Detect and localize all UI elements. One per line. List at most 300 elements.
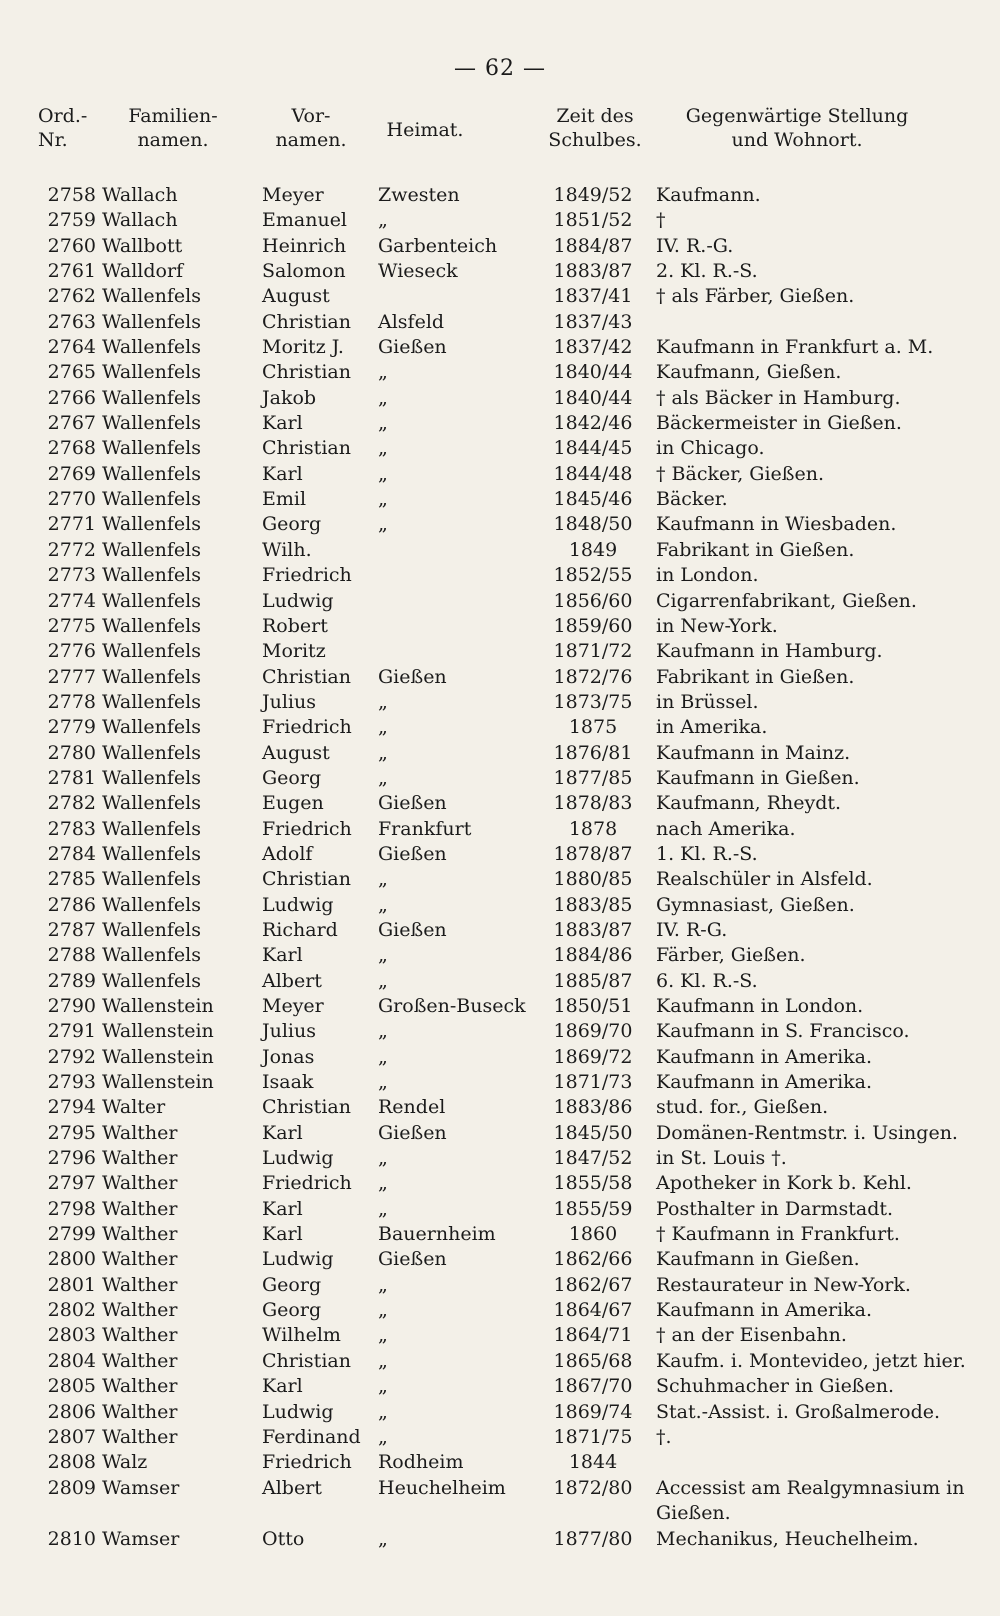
family-name: Walther [102, 1147, 178, 1170]
home-town: „ [378, 1020, 388, 1043]
school-period: 1840/44 [553, 386, 633, 409]
position-residence: IV. R-G. [656, 918, 728, 941]
family-name: Walther [102, 1299, 178, 1322]
family-name: Wallenfels [102, 665, 201, 688]
first-name: Karl [262, 944, 303, 967]
row-number: 2775 [47, 614, 96, 637]
table-row [0, 1323, 1000, 1348]
table-row [0, 411, 1000, 436]
table-row [0, 791, 1000, 816]
row-number: 2771 [47, 513, 96, 536]
header-stellung: Gegenwärtige Stellung und Wohnort. [685, 105, 909, 151]
first-name: Moritz [262, 640, 326, 663]
position-residence: Accessist am Realgymnasium in Gießen. [656, 1476, 965, 1524]
first-name: Georg [262, 1299, 322, 1322]
home-town: „ [378, 1147, 388, 1170]
position-residence: Kaufmann, Gießen. [656, 361, 842, 384]
first-name: Adolf [262, 842, 313, 865]
first-name: Albert [262, 1476, 322, 1499]
family-name: Wallenstein [102, 1020, 214, 1043]
family-name: Wallenfels [102, 817, 201, 840]
school-period: 1878/87 [553, 842, 633, 865]
row-number: 2779 [47, 716, 96, 739]
family-name: Wallenfels [102, 564, 201, 587]
first-name: Georg [262, 1273, 322, 1296]
table-row [0, 335, 1000, 360]
family-name: Wallach [102, 209, 178, 232]
position-residence: Färber, Gießen. [656, 944, 806, 967]
header-ord-nr: Ord.- Nr. [38, 105, 88, 151]
first-name: Jakob [262, 386, 317, 409]
school-period: 1851/52 [553, 209, 633, 232]
table-row [0, 234, 1000, 259]
position-residence: 2. Kl. R.-S. [656, 260, 758, 283]
row-number: 2789 [47, 969, 96, 992]
row-number: 2807 [47, 1425, 96, 1448]
home-town: Heuchelheim [378, 1476, 506, 1499]
home-town: „ [378, 412, 388, 435]
home-town: „ [378, 1273, 388, 1296]
family-name: Walz [102, 1451, 148, 1474]
first-name: Friedrich [262, 564, 352, 587]
table-row [0, 1374, 1000, 1399]
home-town: „ [378, 209, 388, 232]
first-name: Ludwig [262, 1248, 334, 1271]
school-period: 1871/72 [553, 640, 633, 663]
school-period: 1880/85 [553, 868, 633, 891]
home-town: „ [378, 1071, 388, 1094]
first-name: August [262, 741, 330, 764]
table-row [0, 284, 1000, 309]
first-name: Friedrich [262, 1172, 352, 1195]
position-residence: Kaufmann in Mainz. [656, 741, 851, 764]
family-name: Wallenfels [102, 842, 201, 865]
school-period: 1837/43 [553, 310, 633, 333]
header-zeit: Zeit des Schulbes. [548, 105, 642, 151]
first-name: Emanuel [262, 209, 348, 232]
position-residence: † [656, 209, 666, 232]
school-period: 1871/75 [553, 1425, 633, 1448]
row-number: 2772 [47, 538, 96, 561]
table-row [0, 1400, 1000, 1425]
family-name: Wallenfels [102, 437, 201, 460]
first-name: Georg [262, 513, 322, 536]
row-number: 2805 [47, 1375, 96, 1398]
position-residence: Kaufmann. [656, 184, 761, 206]
table-row [0, 817, 1000, 842]
school-period: 1842/46 [553, 412, 633, 435]
school-period: 1845/50 [553, 1121, 633, 1144]
position-residence: †. [656, 1425, 672, 1448]
row-number: 2799 [47, 1223, 96, 1246]
family-name: Wallenfels [102, 893, 201, 916]
home-town: Rendel [378, 1096, 446, 1119]
first-name: Ludwig [262, 893, 334, 916]
family-name: Walther [102, 1172, 178, 1195]
position-residence: in St. Louis †. [656, 1147, 787, 1170]
page-number: — 62 — [454, 56, 546, 81]
position-residence: Fabrikant in Gießen. [656, 665, 855, 688]
home-town: „ [378, 741, 388, 764]
school-period: 1837/41 [553, 285, 633, 308]
school-period: 1871/73 [553, 1071, 633, 1094]
position-residence: nach Amerika. [656, 817, 796, 840]
first-name: Christian [262, 1349, 351, 1372]
row-number: 2794 [47, 1096, 96, 1119]
school-period: 1837/42 [553, 336, 633, 359]
row-number: 2774 [47, 589, 96, 612]
position-residence: IV. R.-G. [656, 234, 734, 257]
family-name: Wamser [102, 1476, 180, 1499]
school-period: 1878 [568, 817, 618, 840]
home-town: Frankfurt [378, 817, 472, 840]
table-row [0, 1019, 1000, 1044]
home-town: Gießen [378, 918, 447, 941]
position-residence: Realschüler in Alsfeld. [656, 868, 873, 891]
family-name: Walther [102, 1425, 178, 1448]
row-number: 2798 [47, 1197, 96, 1220]
table-row [0, 842, 1000, 867]
row-number: 2803 [47, 1324, 96, 1347]
first-name: Georg [262, 766, 322, 789]
table-row [0, 1349, 1000, 1374]
home-town: Gießen [378, 842, 447, 865]
first-name: Moritz J. [262, 336, 344, 359]
row-number: 2810 [47, 1527, 96, 1550]
position-residence: Gymnasiast, Gießen. [656, 893, 855, 916]
family-name: Wallenfels [102, 589, 201, 612]
family-name: Walther [102, 1375, 178, 1398]
school-period: 1862/67 [553, 1273, 633, 1296]
table-row [0, 1273, 1000, 1298]
home-town: „ [378, 868, 388, 891]
home-town: „ [378, 1172, 388, 1195]
row-number: 2797 [47, 1172, 96, 1195]
table-row [0, 639, 1000, 664]
home-town: „ [378, 1425, 388, 1448]
position-residence: † Kaufmann in Frankfurt. [656, 1223, 900, 1246]
family-name: Walther [102, 1121, 178, 1144]
school-period: 1883/86 [553, 1096, 633, 1119]
row-number: 2758 [47, 184, 96, 206]
home-town: „ [378, 1197, 388, 1220]
position-residence: Bäckermeister in Gießen. [656, 412, 902, 435]
family-name: Wallenfels [102, 614, 201, 637]
family-name: Walter [102, 1096, 166, 1119]
family-name: Walther [102, 1400, 178, 1423]
row-number: 2784 [47, 842, 96, 865]
family-name: Wallenfels [102, 412, 201, 435]
table-row [0, 1222, 1000, 1247]
table-row [0, 1146, 1000, 1171]
position-residence: 6. Kl. R.-S. [656, 969, 758, 992]
position-residence: † als Bäcker in Hamburg. [656, 386, 901, 409]
school-period: 1877/80 [553, 1527, 633, 1550]
table-row [0, 1095, 1000, 1120]
first-name: Wilhelm [262, 1324, 341, 1347]
row-number: 2767 [47, 412, 96, 435]
first-name: Christian [262, 1096, 351, 1119]
home-town: „ [378, 716, 388, 739]
family-name: Wallenstein [102, 995, 214, 1017]
home-town: „ [378, 361, 388, 384]
row-number: 2770 [47, 488, 96, 511]
header-vornamen: Vor- namen. [275, 105, 347, 151]
table-row [0, 563, 1000, 588]
first-name: Ludwig [262, 1400, 334, 1423]
school-period: 1865/68 [553, 1349, 633, 1372]
position-residence: Kaufmann in S. Francisco. [656, 1020, 910, 1043]
row-number: 2792 [47, 1045, 96, 1068]
school-period: 1877/85 [553, 766, 633, 789]
table-row [0, 259, 1000, 284]
position-residence: Kaufmann in Gießen. [656, 766, 860, 789]
row-number: 2796 [47, 1147, 96, 1170]
home-town: Gießen [378, 1248, 447, 1271]
school-period: 1876/81 [553, 741, 633, 764]
family-name: Wallenfels [102, 716, 201, 739]
first-name: Richard [262, 918, 338, 941]
family-name: Wallenfels [102, 690, 201, 713]
first-name: Karl [262, 412, 303, 435]
school-period: 1864/67 [553, 1299, 633, 1322]
school-period: 1869/70 [553, 1020, 633, 1043]
family-name: Walther [102, 1223, 178, 1246]
family-name: Wallenfels [102, 766, 201, 789]
home-town: „ [378, 437, 388, 460]
first-name: Robert [262, 614, 328, 637]
home-town: Bauernheim [378, 1223, 496, 1246]
home-town: Wieseck [378, 260, 458, 283]
first-name: Emil [262, 488, 307, 511]
row-number: 2809 [47, 1476, 96, 1499]
first-name: Friedrich [262, 716, 352, 739]
family-name: Wallenfels [102, 969, 201, 992]
school-period: 1878/83 [553, 792, 633, 815]
school-period: 1875 [568, 716, 618, 739]
table-row [0, 1298, 1000, 1323]
position-residence: stud. for., Gießen. [656, 1096, 829, 1119]
table-row [0, 690, 1000, 715]
position-residence: in Chicago. [656, 437, 765, 460]
family-name: Wallach [102, 184, 178, 206]
row-number: 2802 [47, 1299, 96, 1322]
family-name: Wallenfels [102, 285, 201, 308]
school-period: 1884/86 [553, 944, 633, 967]
first-name: Karl [262, 1223, 303, 1246]
family-name: Wallenfels [102, 640, 201, 663]
school-period: 1883/85 [553, 893, 633, 916]
row-number: 2804 [47, 1349, 96, 1372]
row-number: 2801 [47, 1273, 96, 1296]
position-residence: Kaufmann, Rheydt. [656, 792, 842, 815]
school-period: 1869/72 [553, 1045, 633, 1068]
school-period: 1872/76 [553, 665, 633, 688]
family-name: Walther [102, 1197, 178, 1220]
table-row [0, 1425, 1000, 1450]
row-number: 2795 [47, 1121, 96, 1144]
home-town: Gießen [378, 1121, 447, 1144]
home-town: „ [378, 1349, 388, 1372]
first-name: Meyer [262, 184, 324, 206]
position-residence: † an der Eisenbahn. [656, 1324, 847, 1347]
table-row [0, 943, 1000, 968]
row-number: 2790 [47, 995, 96, 1017]
table-row [0, 1476, 1000, 1527]
table-row [0, 360, 1000, 385]
home-town: „ [378, 462, 388, 485]
table-row [0, 969, 1000, 994]
family-name: Walldorf [102, 260, 184, 283]
school-period: 1852/55 [553, 564, 633, 587]
row-number: 2773 [47, 564, 96, 587]
table-row [0, 1527, 1000, 1552]
family-name: Wallenfels [102, 488, 201, 511]
school-period: 1885/87 [553, 969, 633, 992]
first-name: Friedrich [262, 817, 352, 840]
row-number: 2765 [47, 361, 96, 384]
position-residence: Kaufmann in Frankfurt a. M. [656, 336, 934, 359]
table-row [0, 665, 1000, 690]
first-name: Karl [262, 462, 303, 485]
first-name: Christian [262, 665, 351, 688]
family-name: Wamser [102, 1527, 180, 1550]
family-name: Wallenfels [102, 918, 201, 941]
school-period: 1844/45 [553, 437, 633, 460]
row-number: 2768 [47, 437, 96, 460]
position-residence: Kaufmann in Hamburg. [656, 640, 883, 663]
home-town: „ [378, 1527, 388, 1550]
position-residence: Schuhmacher in Gießen. [656, 1375, 895, 1398]
table-row [0, 1197, 1000, 1222]
row-number: 2800 [47, 1248, 96, 1271]
table-row [0, 1247, 1000, 1272]
school-period: 1847/52 [553, 1147, 633, 1170]
position-residence: 1. Kl. R.-S. [656, 842, 758, 865]
home-town: „ [378, 1299, 388, 1322]
position-residence: Kaufmann in Wiesbaden. [656, 513, 897, 536]
home-town: „ [378, 1400, 388, 1423]
position-residence: Kaufmann in Gießen. [656, 1248, 860, 1271]
table-row [0, 487, 1000, 512]
position-residence: in Brüssel. [656, 690, 759, 713]
school-period: 1848/50 [553, 513, 633, 536]
table-row [0, 538, 1000, 563]
family-name: Wallenfels [102, 513, 201, 536]
family-name: Wallenfels [102, 868, 201, 891]
school-period: 1840/44 [553, 361, 633, 384]
home-town: „ [378, 766, 388, 789]
school-period: 1873/75 [553, 690, 633, 713]
first-name: Ferdinand [262, 1425, 361, 1448]
first-name: Karl [262, 1121, 303, 1144]
first-name: Julius [262, 690, 316, 713]
family-name: Wallenfels [102, 336, 201, 359]
position-residence: in Amerika. [656, 716, 768, 739]
first-name: Christian [262, 310, 351, 333]
home-town: Alsfeld [378, 310, 445, 333]
table-row [0, 589, 1000, 614]
school-period: 1845/46 [553, 488, 633, 511]
first-name: Christian [262, 437, 351, 460]
first-name: Albert [262, 969, 322, 992]
table-row [0, 1070, 1000, 1095]
home-town: „ [378, 488, 388, 511]
school-period: 1855/58 [553, 1172, 633, 1195]
family-name: Walther [102, 1349, 178, 1372]
family-name: Wallenfels [102, 792, 201, 815]
header-familiennamen: Familien- namen. [128, 105, 218, 151]
position-residence: Apotheker in Kork b. Kehl. [656, 1172, 912, 1195]
table-row [0, 1121, 1000, 1146]
family-name: Wallenfels [102, 310, 201, 333]
table-row [0, 1045, 1000, 1070]
first-name: Jonas [262, 1045, 315, 1068]
family-name: Wallenfels [102, 361, 201, 384]
school-period: 1849/52 [553, 184, 633, 206]
table-row [0, 1450, 1000, 1475]
home-town: Garbenteich [378, 234, 498, 257]
row-number: 2781 [47, 766, 96, 789]
school-period: 1869/74 [553, 1400, 633, 1423]
row-number: 2766 [47, 386, 96, 409]
school-period: 1850/51 [553, 995, 633, 1017]
position-residence: Kaufmann in Amerika. [656, 1299, 873, 1322]
table-body [0, 183, 1000, 1552]
position-residence: Fabrikant in Gießen. [656, 538, 855, 561]
school-period: 1844/48 [553, 462, 633, 485]
family-name: Walther [102, 1324, 178, 1347]
row-number: 2793 [47, 1071, 96, 1094]
row-number: 2764 [47, 336, 96, 359]
row-number: 2762 [47, 285, 96, 308]
first-name: Eugen [262, 792, 324, 815]
row-number: 2777 [47, 665, 96, 688]
table-row [0, 994, 1000, 1019]
school-period: 1859/60 [553, 614, 633, 637]
first-name: Heinrich [262, 234, 347, 257]
school-period: 1867/70 [553, 1375, 633, 1398]
school-period: 1864/71 [553, 1324, 633, 1347]
home-town: Gießen [378, 792, 447, 815]
family-name: Wallenfels [102, 386, 201, 409]
home-town: „ [378, 969, 388, 992]
home-town: Zwesten [378, 184, 460, 206]
table-row [0, 741, 1000, 766]
family-name: Wallenfels [102, 462, 201, 485]
home-town: Gießen [378, 336, 447, 359]
row-number: 2785 [47, 868, 96, 891]
position-residence: Stat.-Assist. i. Großalmerode. [656, 1400, 941, 1423]
row-number: 2791 [47, 1020, 96, 1043]
position-residence: Mechanikus, Heuchelheim. [656, 1527, 919, 1550]
position-residence: Kaufm. i. Montevideo, jetzt hier. [656, 1349, 966, 1372]
position-residence: Restaurateur in New-York. [656, 1273, 911, 1296]
row-number: 2769 [47, 462, 96, 485]
first-name: Otto [262, 1527, 305, 1550]
first-name: Meyer [262, 995, 324, 1017]
school-period: 1883/87 [553, 260, 633, 283]
row-number: 2808 [47, 1451, 96, 1474]
first-name: Christian [262, 361, 351, 384]
row-number: 2806 [47, 1400, 96, 1423]
table-row [0, 766, 1000, 791]
home-town: „ [378, 1324, 388, 1347]
first-name: Wilh. [262, 538, 312, 561]
table-row [0, 386, 1000, 411]
first-name: Ludwig [262, 1147, 334, 1170]
home-town: „ [378, 513, 388, 536]
